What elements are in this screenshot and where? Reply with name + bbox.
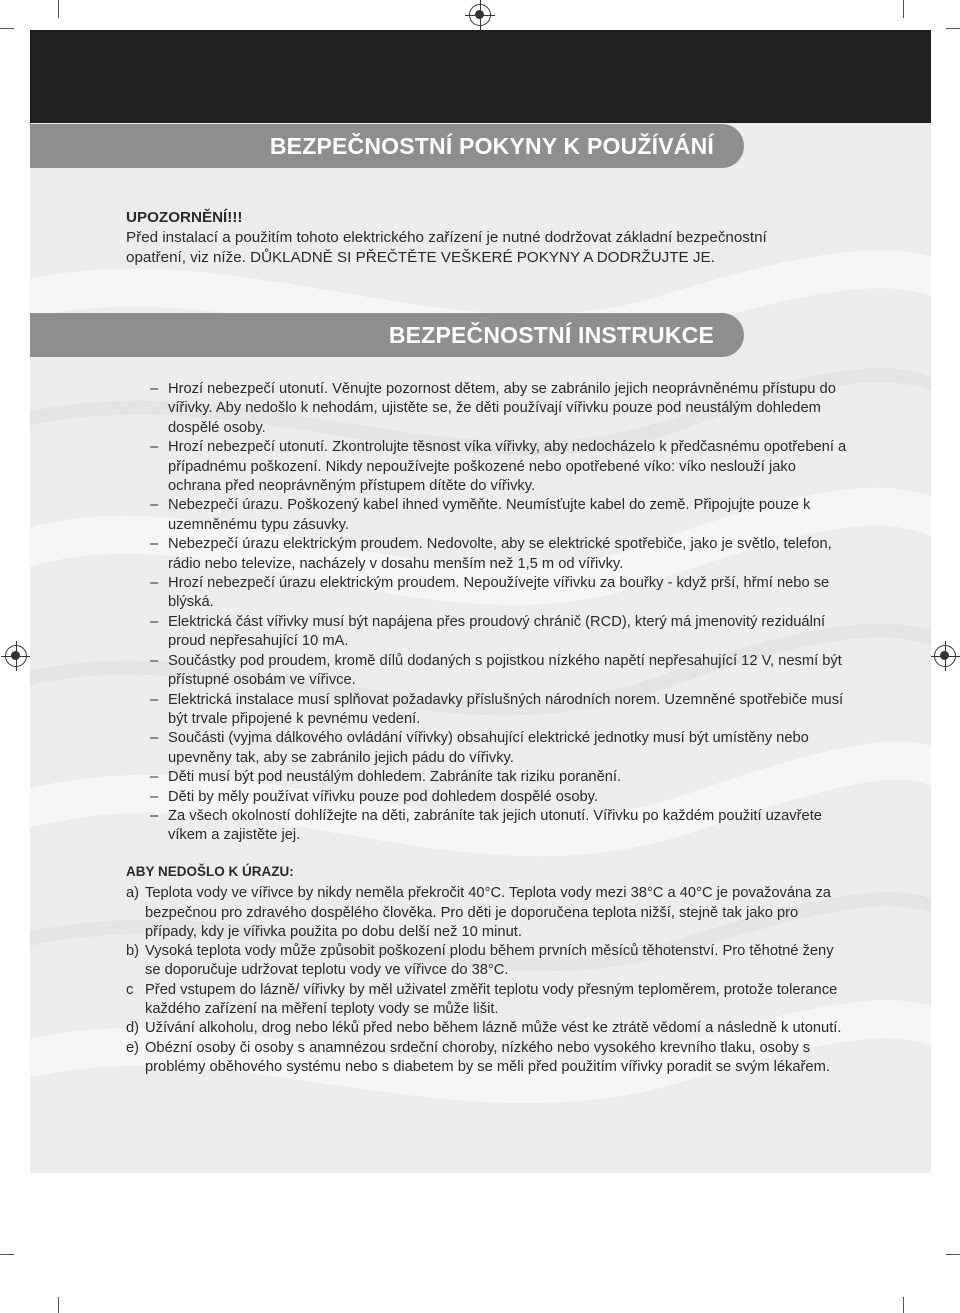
dash-bullet: – bbox=[150, 788, 159, 805]
injury-item bbox=[126, 1039, 846, 1078]
instruction-item bbox=[150, 574, 850, 613]
crop-mark bbox=[946, 28, 960, 29]
warning-label: UPOZORNĚNÍ!!! bbox=[126, 209, 243, 226]
instruction-text: Nebezpečí úrazu. Poškozený kabel ihned vyměňte. Neumísťujte kabel do země. Připojujte pouze k uzemněnému typu zásuvky. bbox=[168, 497, 811, 533]
registration-mark-icon bbox=[469, 4, 491, 26]
dash-bullet: – bbox=[150, 652, 159, 669]
injury-prevention-block bbox=[126, 862, 846, 1077]
instruction-text: Za všech okolností dohlížejte na děti, zabráníte tak jejich utonutí. Vířivku po každém použití uzavřete víkem a zajistěte jej. bbox=[168, 807, 822, 844]
instruction-item bbox=[150, 438, 850, 496]
dash-bullet: – bbox=[150, 497, 159, 514]
crop-mark bbox=[58, 0, 59, 18]
instruction-item bbox=[150, 691, 850, 730]
dash-bullet: – bbox=[150, 439, 159, 456]
instruction-item bbox=[150, 729, 850, 768]
safety-instructions-list bbox=[150, 380, 850, 846]
item-letter: d) bbox=[126, 1020, 140, 1037]
injury-text: Vysoká teplota vody může způsobit poškození plodu během prvních měsíců těhotenství. Pro těhotné ženy se doporučuje udržovat teplotu vody ve vířivce do 38°C. bbox=[145, 943, 834, 979]
injury-item bbox=[126, 942, 846, 981]
crop-mark bbox=[903, 1297, 904, 1313]
dash-bullet: – bbox=[150, 691, 159, 708]
dash-bullet: – bbox=[150, 613, 159, 630]
crop-mark bbox=[0, 1254, 14, 1255]
instruction-text: Hrozí nebezpečí utonutí. Zkontrolujte těsnost víka vířivky, aby nedocházelo k předčasnému opotřebení a případnému poškození. Nikdy nepoužívejte poškozené nebo opotřebené víko: víko neslouží jako ochrana před neoprávněným přístupem dítěte do vířivky. bbox=[168, 439, 847, 495]
instruction-text: Děti musí být pod neustálým dohledem. Zabráníte tak riziku poranění. bbox=[168, 769, 622, 786]
instruction-item bbox=[150, 496, 850, 535]
instruction-item bbox=[150, 652, 850, 691]
crop-mark bbox=[903, 0, 904, 18]
instruction-item bbox=[150, 613, 850, 652]
injury-heading: ABY NEDOŠLO K ÚRAZU: bbox=[126, 864, 294, 879]
warning-text-line: Před instalací a použitím tohoto elektrického zařízení je nutné dodržovat základní bezpečnostní bbox=[126, 229, 767, 246]
instruction-text: Součásti (vyjma dálkového ovládání vířivky) obsahující elektrické jednotky musí být umístěny nebo upevněny tak, aby se zabránilo jejich pádu do vířivky. bbox=[168, 730, 809, 766]
section-title-banner bbox=[30, 313, 744, 357]
dash-bullet: – bbox=[150, 807, 159, 824]
header-band bbox=[30, 30, 931, 123]
page-title-banner bbox=[30, 124, 744, 168]
dash-bullet: – bbox=[150, 381, 159, 397]
item-letter: b) bbox=[126, 943, 140, 960]
crop-mark bbox=[58, 1297, 59, 1313]
page-title: BEZPEČNOSTNÍ POKYNY K POUŽÍVÁNÍ bbox=[269, 132, 714, 159]
injury-text: Obézní osoby či osoby s anamnézou srdeční choroby, nízkého nebo vysokého krevního tlaku, osoby s problémy oběhového systému nebo s diabetem by se měli před použitím vířivky poradit se svým lékařem. bbox=[145, 1039, 830, 1075]
instruction-item bbox=[150, 535, 850, 574]
instruction-text: Součástky pod proudem, kromě dílů dodaných s pojistkou nízkého napětí nepřesahující 12 V, nesmí být přístupné osobám ve vířivce. bbox=[168, 652, 842, 689]
injury-item bbox=[126, 981, 846, 1020]
item-letter: a) bbox=[126, 885, 140, 902]
injury-text: Užívání alkoholu, drog nebo léků před nebo během lázně může vést ke ztrátě vědomí a následně k utonutí. bbox=[145, 1020, 842, 1037]
dash-bullet: – bbox=[150, 575, 159, 592]
injury-text: Před vstupem do lázně/ vířivky by měl uživatel změřit teplotu vody přesným teploměrem, protože tolerance každého zařízení na měření teploty vody se může lišit. bbox=[145, 981, 838, 1018]
injury-text: Teplota vody ve vířivce by nikdy neměla překročit 40°C. Teplota vody mezi 38°C a 40°C je považována za bezpečnou pro zdravého dospělého člověka. Pro děti je doporučena teplota nižší, stejně tak jako pro případy, kdy je vířivka použita po dobu delší než 10 minut. bbox=[145, 885, 831, 940]
crop-mark bbox=[946, 1254, 960, 1255]
instruction-item bbox=[150, 807, 850, 846]
warning-block bbox=[126, 208, 846, 268]
instruction-text: Elektrická instalace musí splňovat požadavky příslušných národních norem. Uzemněné spotřebiče musí být trvale připojené k pevnému vedení. bbox=[168, 691, 844, 727]
instruction-text: Nebezpečí úrazu elektrickým proudem. Nedovolte, aby se elektrické spotřebiče, jako je světlo, telefon, rádio nebo televize, nacházely v dosahu menším než 1,5 m od vířivky. bbox=[168, 536, 832, 572]
instruction-item bbox=[150, 788, 850, 807]
dash-bullet: – bbox=[150, 730, 159, 747]
injury-item bbox=[126, 884, 846, 942]
item-letter: c bbox=[126, 981, 134, 998]
registration-mark-icon bbox=[934, 645, 956, 667]
injury-item bbox=[126, 1019, 846, 1038]
instruction-item bbox=[150, 380, 850, 438]
item-letter: e) bbox=[126, 1039, 140, 1056]
dash-bullet: – bbox=[150, 769, 159, 786]
instruction-text: Elektrická část vířivky musí být napájena přes proudový chránič (RCD), který má jmenovitý reziduální proud nepřesahující 10 mA. bbox=[168, 613, 826, 650]
instruction-item bbox=[150, 768, 850, 787]
instruction-text: Hrozí nebezpečí utonutí. Věnujte pozornost dětem, aby se zabránilo jejich neoprávněnému přístupu do vířivky. Aby nedošlo k nehodám, ujistěte se, že děti používají vířivku pouze pod neustálým dohledem dospělé osoby. bbox=[168, 381, 836, 436]
registration-mark-icon bbox=[5, 645, 27, 667]
crop-mark bbox=[0, 28, 14, 29]
warning-text-line: opatření, viz níže. DŮKLADNĚ SI PŘEČTĚTE VEŠKERÉ POKYNY A DODRŽUJTE JE. bbox=[126, 249, 715, 266]
instruction-text: Děti by měly používat vířivku pouze pod dohledem dospělé osoby. bbox=[168, 788, 598, 805]
section-title: BEZPEČNOSTNÍ INSTRUKCE bbox=[388, 321, 714, 348]
instruction-text: Hrozí nebezpečí úrazu elektrickým proudem. Nepoužívejte vířivku za bouřky - když prší, hřmí nebo se blýská. bbox=[168, 575, 830, 611]
dash-bullet: – bbox=[150, 536, 159, 553]
